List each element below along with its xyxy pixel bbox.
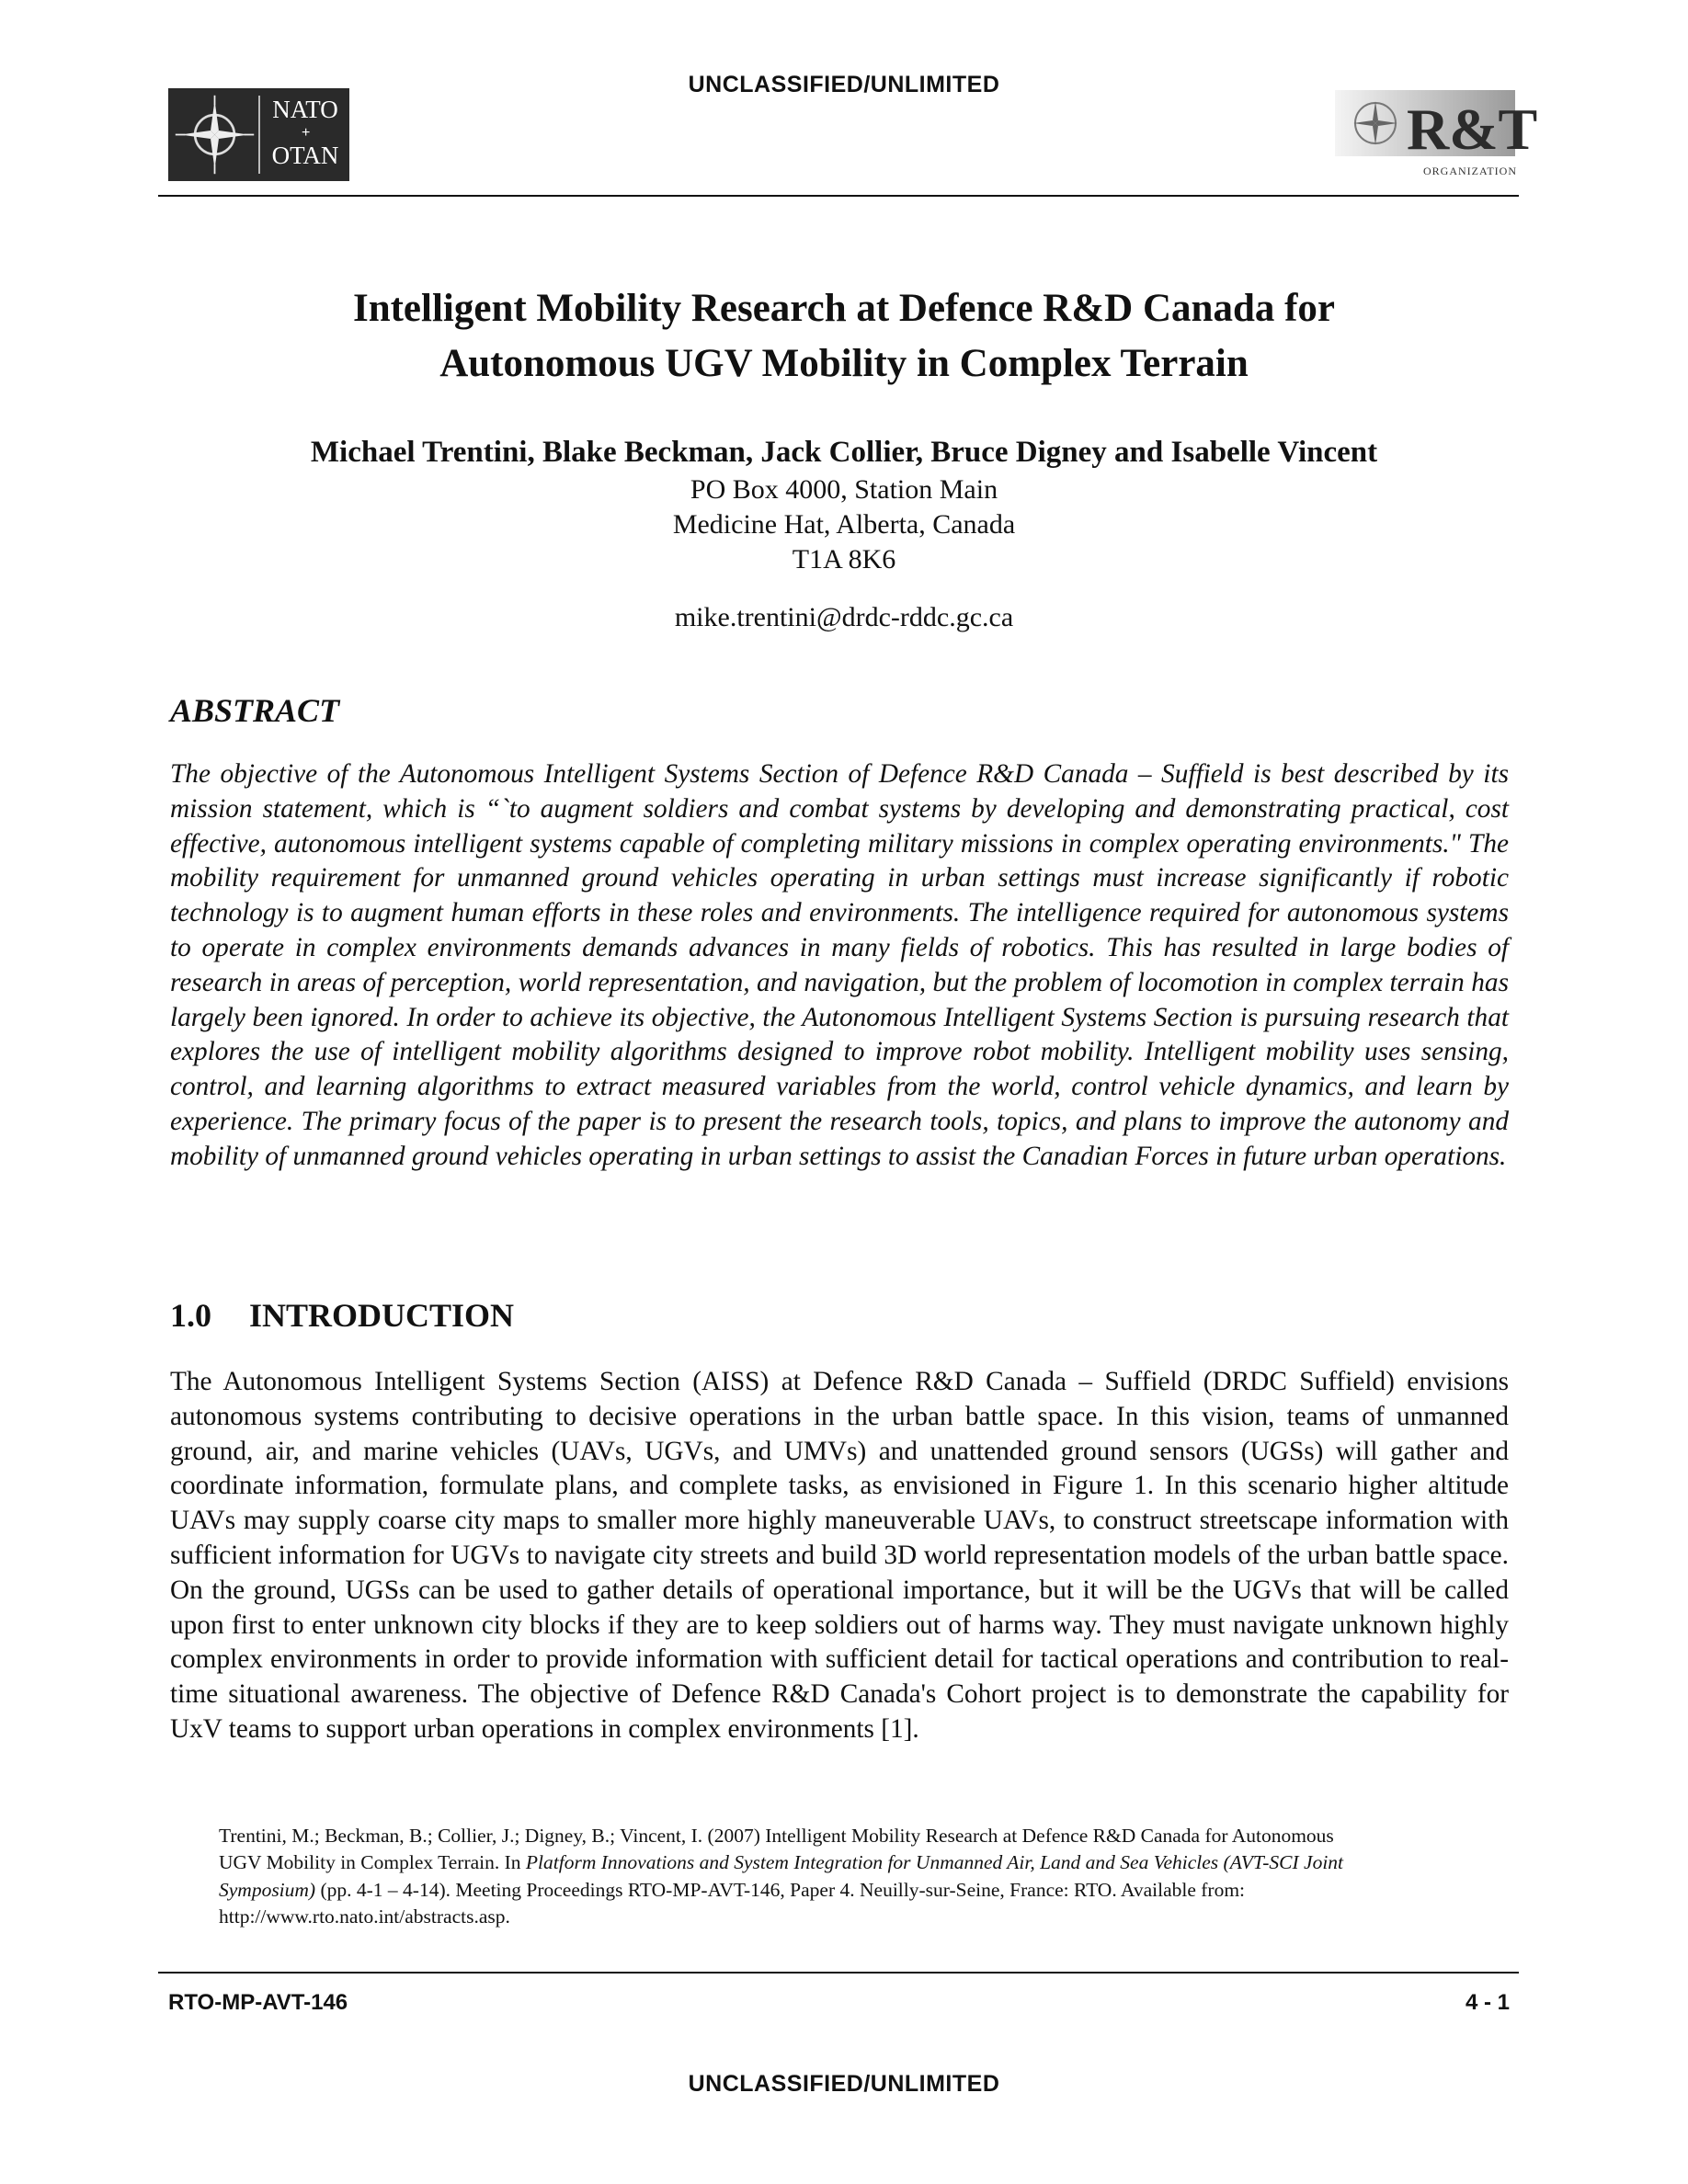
abstract-text: The objective of the Autonomous Intelligent Systems Section of Defence R&D Canada – Suffield is best described by its mission statement, which is “`to augment soldiers and combat systems by developing and demonstrating practical, cost effective, autonomous intelligent systems capable of completing military missions in complex operating environments." The mobility requirement for unmanned ground vehicles operating in urban settings must increase significantly if robotic technology is to augment human efforts in these roles and environments. The intelligence required for autonomous systems to operate in complex environments demands advances in many fields of robotics. This has resulted in large bodies of research in areas of perception, world representation, and navigation, but the problem of locomotion in complex terrain has largely been ignored. In order to achieve its objective, the Autonomous Intelligent Systems Section is pursuing research that explores the use of intelligent mobility algorithms designed to improve robot mobility. Intelligent mobility uses sensing, control, and learning algorithms to extract measured variables from the world, control vehicle dynamics, and learn by experience. The primary focus of the paper is to present the research tools, topics, and plans to improve the autonomy and mobility of unmanned ground vehicles operating in urban settings to assist the Canadian Forces in future urban operations. [170, 759, 1509, 1171]
address-line-3: T1A 8K6 [792, 544, 896, 574]
author-email: mike.trentini@drdc-rddc.gc.ca [674, 602, 1014, 632]
paper-title [184, 281, 1504, 392]
section-title: INTRODUCTION [249, 1297, 515, 1334]
author-list: Michael Trentini, Blake Beckman, Jack Collier, Bruce Digney and Isabelle Vincent [310, 436, 1378, 469]
nato-compass-rose-icon [174, 94, 256, 176]
address-line-2: Medicine Hat, Alberta, Canada [672, 509, 1016, 540]
citation-block [219, 1823, 1377, 1930]
section-number: 1.0 [170, 1297, 211, 1334]
footer-document-id: RTO-MP-AVT-146 [168, 1990, 348, 2015]
introduction-text: The Autonomous Intelligent Systems Section (AISS) at Defence R&D Canada – Suffield (DRDC Suffield) envisions autonomous systems contributing to decisive operations in the urban battle space. In this vision, teams of unmanned ground, air, and marine vehicles (UAVs, UGVs, and UMVs) and unattended ground sensors (UGSs) will gather and coordinate information, formulate plans, and complete tasks, as envisioned in Figure 1. In this scenario higher altitude UAVs may supply coarse city maps to smaller more highly maneuverable UAVs, to construct streetscape information with sufficient information for UGVs to navigate city streets and build 3D world representation models of the urban battle space. On the ground, UGSs can be used to gather details of operational importance, but it will be the UGVs that will be called upon first to enter unknown city blocks if they are to keep soldiers out of harms way. They must navigate unknown highly complex environments in order to provide information with sufficient detail for tactical operations and contribution to real-time situational awareness. The objective of Defence R&D Canada's Cohort project is to demonstrate the capability for UxV teams to support urban operations in complex environments [1]. [170, 1367, 1509, 1744]
rto-logo-letters: R&T [1407, 97, 1538, 162]
citation-italic-title: Platform Innovations and System Integration for Unmanned Air, Land and Sea Vehicles (AVT-SCI Joint Symposium) [219, 1851, 1344, 1901]
classification-header: UNCLASSIFIED/UNLIMITED [688, 72, 1000, 97]
logo-text-nato: NATO [272, 96, 338, 123]
abstract-heading: ABSTRACT [170, 692, 340, 729]
footer-rule [158, 1972, 1519, 1974]
citation-part-1: Trentini, M.; Beckman, B.; Collier, J.; Digney, B.; Vincent, I. (2007) Intelligent Mobility Research at Defence R&D Canada for Autonomous UGV Mobility in Complex Terrain. In [219, 1825, 1334, 1874]
title-line-2: Autonomous UGV Mobility in Complex Terrain [439, 342, 1249, 385]
rto-logo-caption: ORGANIZATION [1423, 165, 1517, 177]
logo-plus-glyph: + [302, 125, 311, 141]
classification-footer: UNCLASSIFIED/UNLIMITED [688, 2071, 1000, 2097]
title-line-1: Intelligent Mobility Research at Defence R&D Canada for [352, 287, 1336, 330]
rto-logo-icon [1335, 86, 1538, 180]
footer-page-number: 4 - 1 [1465, 1990, 1510, 2015]
introduction-heading [170, 1296, 514, 1335]
address-line-1: PO Box 4000, Station Main [690, 474, 998, 505]
citation-part-2: (pp. 4-1 – 4-14). Meeting Proceedings RTO-MP-AVT-146, Paper 4. Neuilly-sur-Seine, France: RTO. Available from: http://www.rto.nato.int/abstracts.asp. [219, 1878, 1246, 1928]
logo-text-otan: OTAN [271, 142, 339, 169]
nato-otan-logo [168, 88, 349, 181]
logo-divider [258, 96, 260, 174]
header-rule [158, 195, 1519, 197]
